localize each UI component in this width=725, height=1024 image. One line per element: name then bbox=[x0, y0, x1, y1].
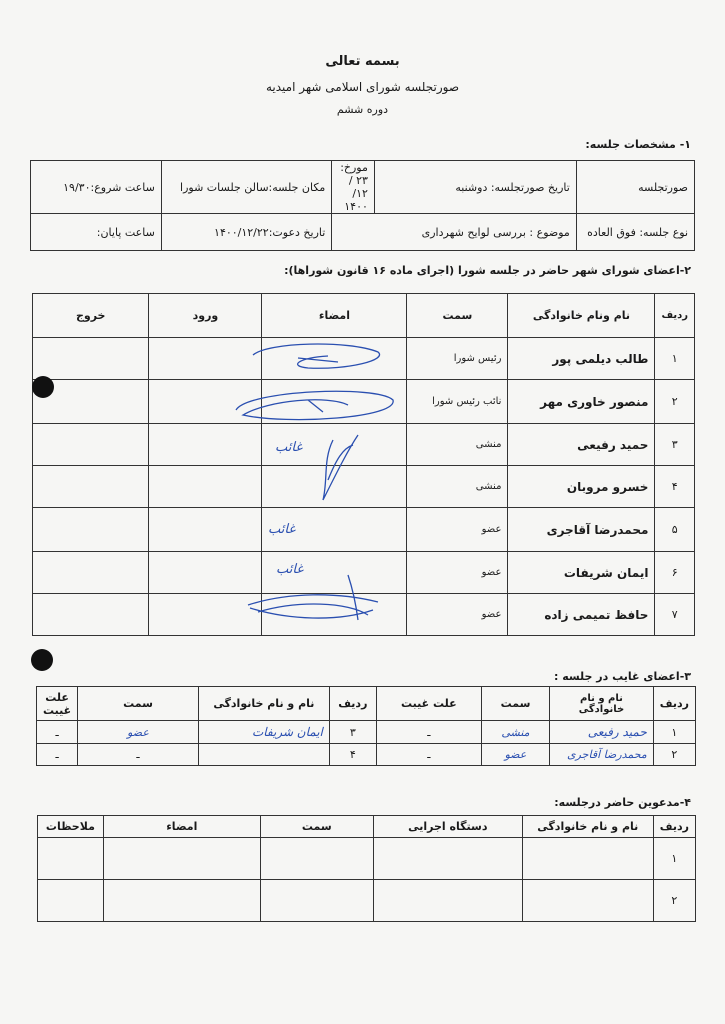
invitees-table: ردیف نام و نام خانوادگی دستگاه اجرایی سمت امضاء ملاحظات ۱ ۲ bbox=[37, 815, 696, 922]
section3-title: ۳-اعضای غایب در جلسه : bbox=[553, 670, 691, 683]
document-title: صورتجلسه شورای اسلامی شهر امیدیه bbox=[265, 80, 460, 94]
table-row: ۱ طالب دیلمی پور رئیس شورا bbox=[33, 338, 695, 380]
signature-3 bbox=[323, 435, 358, 500]
table-row: ۲ محمدرضا آقاجری عضو ـ ۴ ـ ـ bbox=[37, 743, 696, 765]
table-row: ۶ ایمان شریفات عضو bbox=[33, 552, 695, 594]
table-row: ۲ منصور خاوری مهر نائب رئیس شورا bbox=[33, 380, 695, 424]
signature-7 bbox=[248, 575, 378, 620]
col-name: نام ونام خانوادگی bbox=[508, 294, 655, 338]
cell-end-time: ساعت پایان: bbox=[31, 214, 162, 251]
signature-1 bbox=[253, 344, 380, 368]
section4-title: ۴-مدعوین حاضر درجلسه: bbox=[554, 796, 691, 809]
table-row: ۲ bbox=[38, 880, 696, 922]
cell-meeting-type: نوع جلسه: فوق العاده bbox=[576, 214, 694, 251]
table-row: ۱ حمید رفیعی منشی ـ ۳ ایمان شریفات عضو ـ bbox=[37, 721, 696, 743]
col-exit: خروج bbox=[33, 294, 149, 338]
section2-title: ۲-اعضای شورای شهر حاضر در جلسه شورا (اجرای ماده ۱۶ قانون شوراها): bbox=[284, 264, 691, 277]
cell-location: مکان جلسه:سالن جلسات شورا bbox=[161, 161, 332, 214]
table-row: ۳ حمید رفیعی منشی bbox=[33, 424, 695, 466]
bismillah: بسمه تعالی bbox=[325, 54, 400, 69]
table-row: ۷ حافظ تمیمی زاده عضو bbox=[33, 594, 695, 636]
col-entry: ورود bbox=[149, 294, 262, 338]
table-row: ۵ محمدرضا آقاجری عضو bbox=[33, 508, 695, 552]
col-signature: امضاء bbox=[262, 294, 407, 338]
cell-dated: مورخ: ۲۳ /۱۲/ ۱۴۰۰ bbox=[332, 161, 375, 214]
col-role: سمت bbox=[407, 294, 508, 338]
signature-2 bbox=[236, 391, 393, 419]
absent-members-table: ردیف نام و نام خانوادگی سمت علت غیبت ردیف نام و نام خانوادگی سمت علت غیبت ۱ حمید رفیعی منشی ـ ۳ ایمان شریفات عضو ـ ۲ محمدرضا آقاجری عضو ـ ۴ ـ ـ bbox=[36, 686, 696, 766]
cell-subject: موضوع : بررسی لوایح شهرداری bbox=[332, 214, 576, 251]
term-label: دوره ششم bbox=[336, 103, 389, 116]
cell-invite-date: تاریخ دعوت:۱۴۰۰/۱۲/۲۲ bbox=[161, 214, 332, 251]
binder-hole bbox=[31, 649, 53, 671]
binder-hole bbox=[32, 376, 54, 398]
absent-mark: غائب bbox=[275, 440, 303, 455]
cell-minutes-date: تاریخ صورتجلسه: دوشنبه bbox=[374, 161, 576, 214]
signatures-overlay bbox=[228, 330, 403, 630]
table-row: ۴ خسرو مروبان منشی bbox=[33, 466, 695, 508]
absent-mark: غائب bbox=[276, 562, 304, 577]
table-row: ۱ bbox=[38, 838, 696, 880]
col-row: ردیف bbox=[655, 294, 695, 338]
cell-minutes: صورتجلسه bbox=[576, 161, 694, 214]
cell-start-time: ساعت شروع:۱۹/۳۰ bbox=[31, 161, 162, 214]
section1-title: ۱- مشخصات جلسه: bbox=[585, 138, 691, 151]
absent-mark: غائب bbox=[268, 522, 296, 537]
meeting-info-table bbox=[30, 160, 695, 251]
